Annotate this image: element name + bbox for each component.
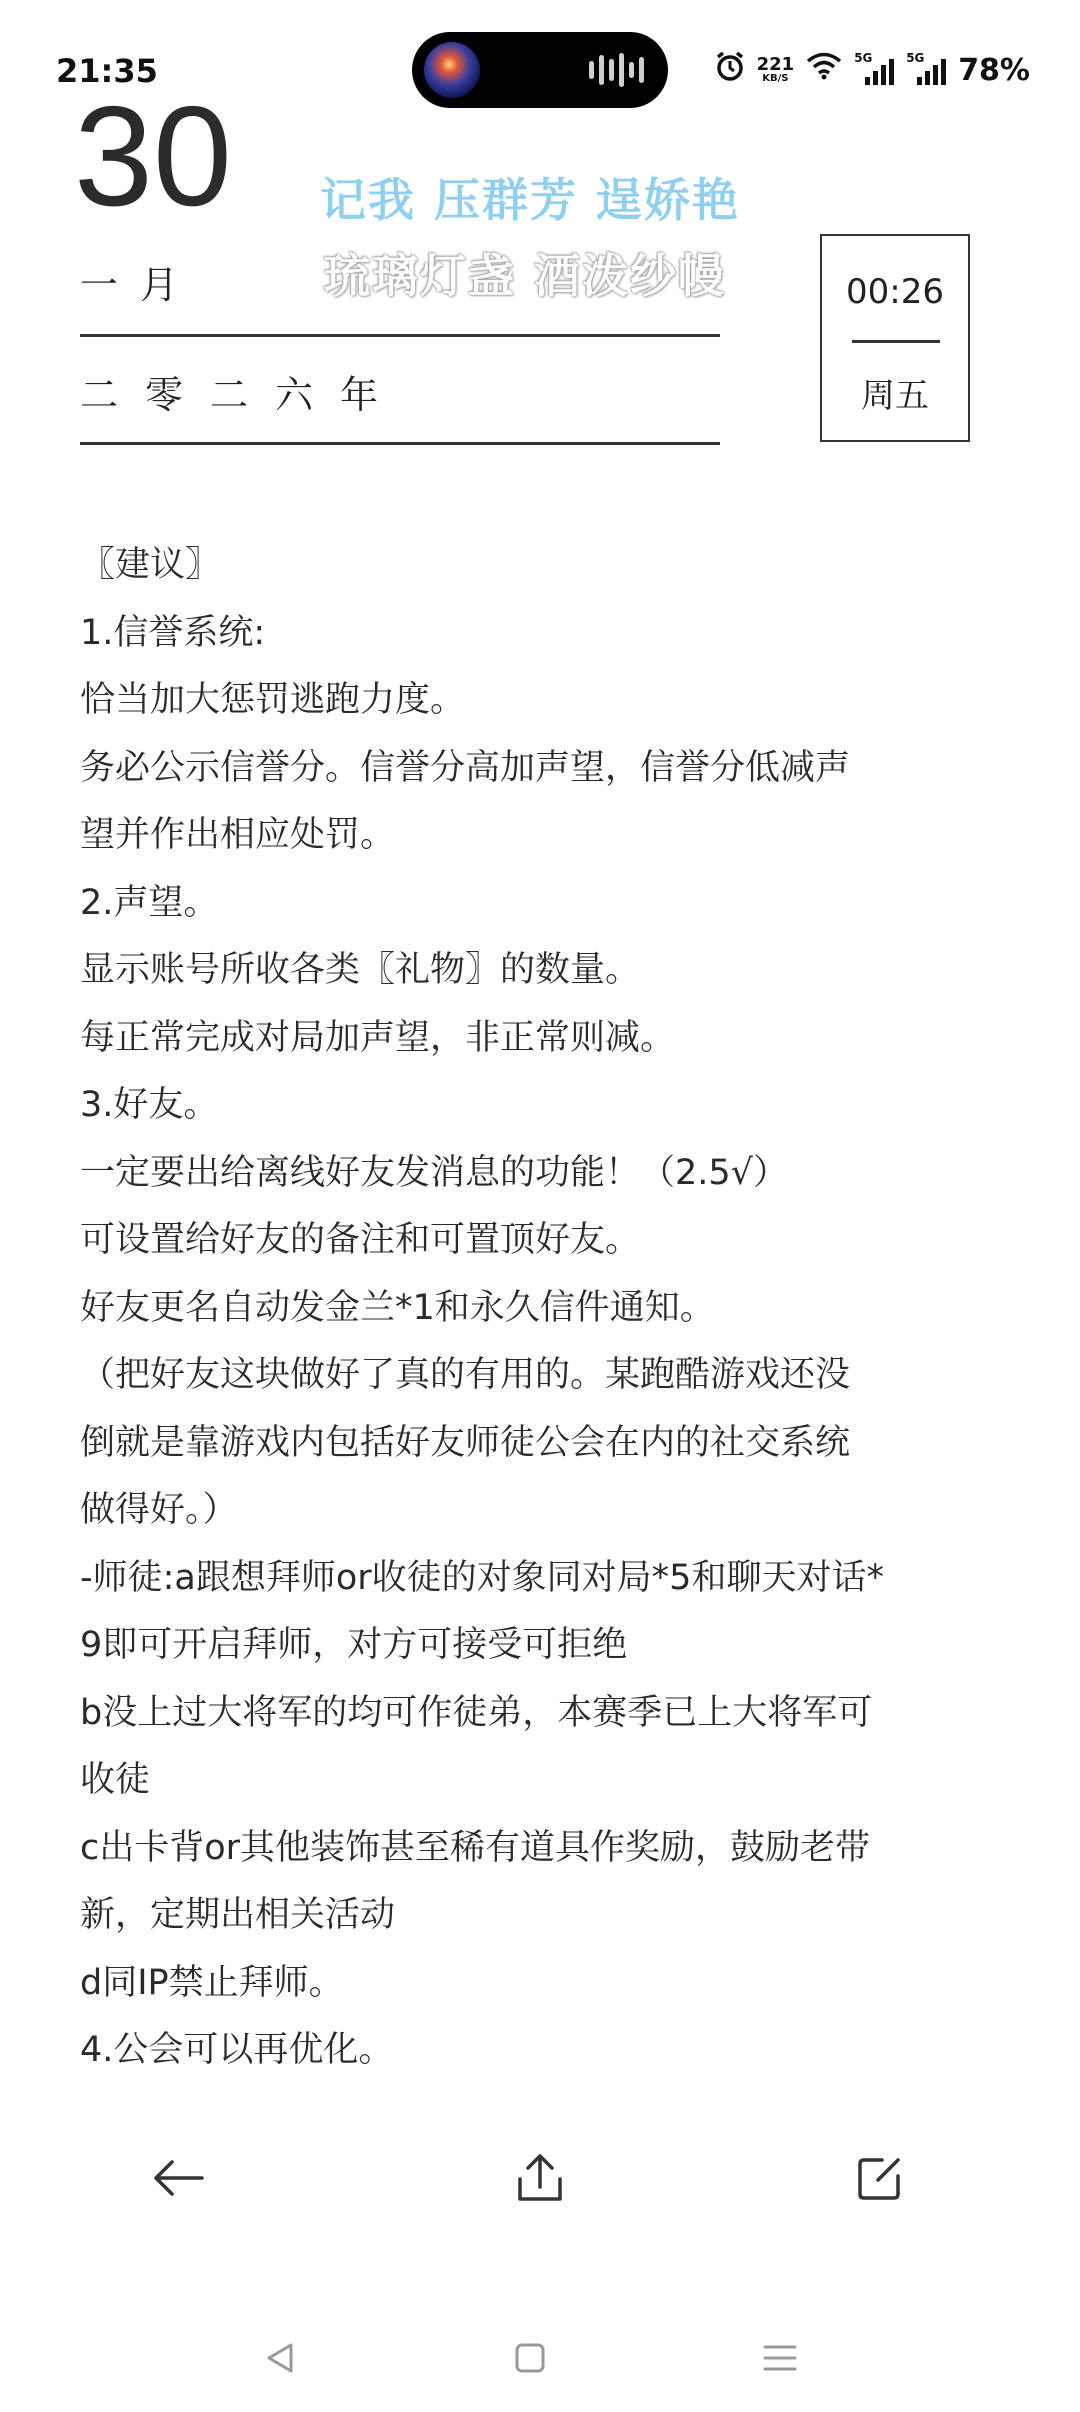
- status-time: 21:35: [56, 52, 158, 90]
- share-button[interactable]: [490, 2130, 590, 2230]
- note-line: c出卡背or其他装饰甚至稀有道具作奖励，鼓励老带: [80, 1827, 871, 1868]
- note-content[interactable]: [80, 532, 1000, 2085]
- status-icons: [715, 50, 1030, 90]
- nav-recents-icon: [763, 2343, 797, 2377]
- album-art-icon: [424, 42, 480, 98]
- poem-line-1: 记我 压群芳 逞娇艳: [320, 173, 741, 227]
- nav-recents-button[interactable]: [740, 2320, 820, 2400]
- note-line: 好友更名自动发金兰*1和永久信件通知。: [80, 1287, 715, 1328]
- divider: [80, 334, 720, 337]
- edit-button[interactable]: [830, 2130, 930, 2230]
- note-line: 3.好友。: [80, 1085, 219, 1125]
- note-line: 新，定期出相关活动: [80, 1895, 396, 1935]
- poem-line-2: 琉璃灯盏 酒泼纱幔: [324, 249, 727, 303]
- edit-icon: [856, 2154, 904, 2206]
- note-line: d同IP禁止拜师。: [80, 1962, 344, 2003]
- note-line: 望并作出相应处罚。: [80, 815, 396, 855]
- note-line: （把好友这块做好了真的有用的。某跑酷游戏还没: [80, 1355, 851, 1395]
- share-icon: [516, 2153, 564, 2207]
- clock-time: 00:26: [846, 272, 944, 312]
- nav-home-button[interactable]: [490, 2320, 570, 2400]
- note-line: 显示账号所收各类〖礼物〗的数量。: [80, 950, 641, 990]
- note-line: 做得好。）: [80, 1490, 238, 1530]
- signal-icon: [854, 51, 894, 85]
- sim2-tag: 5G: [906, 51, 925, 65]
- note-line: 收徒: [80, 1760, 151, 1800]
- net-speed-unit: KB/S: [762, 73, 789, 84]
- note-line: 9即可开启拜师，对方可接受可拒绝: [80, 1625, 628, 1665]
- note-line: 每正常完成对局加声望，非正常则减。: [80, 1017, 676, 1058]
- nav-back-button[interactable]: [240, 2320, 320, 2400]
- net-speed: [757, 56, 795, 84]
- note-line: 务必公示信誉分。信誉分高加声望，信誉分低减声: [80, 747, 851, 788]
- dynamic-island[interactable]: [412, 32, 668, 108]
- back-button[interactable]: [128, 2130, 228, 2230]
- date-day: 30: [74, 77, 232, 236]
- sim1-tag: 5G: [854, 51, 873, 65]
- audio-wave-icon: [589, 52, 644, 88]
- nav-home-icon: [514, 2342, 546, 2378]
- note-line: 1.信誉系统:: [80, 612, 266, 653]
- nav-back-icon: [265, 2342, 295, 2378]
- note-line: 〖建议〗: [80, 545, 221, 585]
- note-line: 4.公会可以再优化。: [80, 2030, 394, 2070]
- system-nav-bar: [0, 2320, 1080, 2400]
- note-line: -师徒:a跟想拜师or收徒的对象同对局*5和聊天对话*: [80, 1557, 884, 1598]
- net-speed-value: 221: [756, 54, 795, 75]
- wifi-icon: [806, 52, 842, 88]
- note-toolbar: [0, 2130, 1080, 2230]
- note-line: 恰当加大惩罚逃跑力度。: [80, 680, 466, 720]
- clock-weekday: 周五: [861, 376, 929, 416]
- signal-icon: [906, 51, 946, 85]
- note-line: 可设置给好友的备注和可置顶好友。: [80, 1220, 641, 1260]
- note-line: 2.声望。: [80, 882, 219, 923]
- alarm-icon: [715, 50, 745, 90]
- divider: [80, 442, 720, 445]
- date-month: 一月: [80, 263, 201, 307]
- note-line: 一定要出给离线好友发消息的功能！（2.5√）: [80, 1152, 788, 1193]
- note-line: b没上过大将军的均可作徒弟，本赛季已上大将军可: [80, 1692, 873, 1733]
- back-arrow-icon: [152, 2158, 204, 2202]
- note-line: 倒就是靠游戏内包括好友师徒公会在内的社交系统: [80, 1422, 851, 1463]
- clock-widget: [820, 234, 970, 442]
- date-year: 二零二六年: [80, 373, 406, 417]
- battery-percent: 78%: [958, 52, 1030, 88]
- divider: [852, 340, 940, 343]
